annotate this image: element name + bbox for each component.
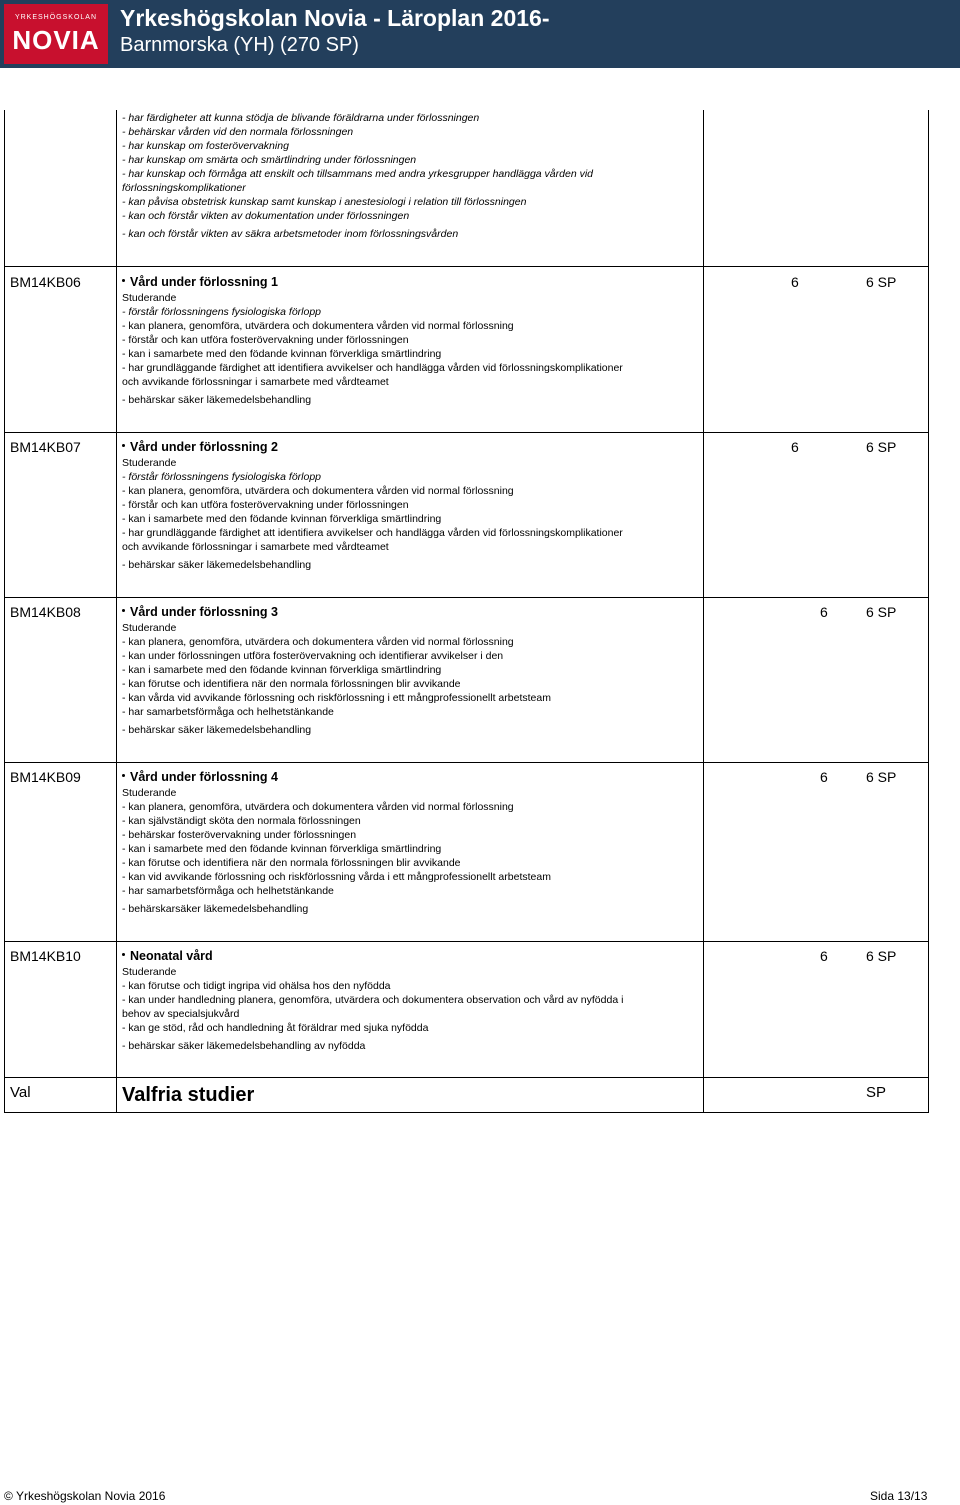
outcome-line: Studerande — [122, 457, 177, 469]
course-title-text: Vård under förlossning 3 — [130, 605, 278, 619]
document-title: Yrkeshögskolan Novia - Läroplan 2016- — [120, 5, 550, 31]
logo-small-text: YRKESHÖGSKOLAN — [14, 14, 98, 21]
course-code: BM14KB10 — [10, 948, 81, 964]
document-subtitle: Barnmorska (YH) (270 SP) — [120, 34, 359, 56]
logo-big-text: NOVIA — [12, 25, 100, 55]
table-row-divider — [4, 597, 928, 598]
outcome-line: - kan förutse och identifiera när den normala förlossningen blir avvikande — [122, 857, 461, 869]
outcome-line: och avvikande förlossningar i samarbete med vårdteamet — [122, 541, 389, 553]
course-code: BM14KB08 — [10, 604, 81, 620]
outcome-line: - kan under handledning planera, genomföra, utvärdera och dokumentera observation och vård av nyfödda i — [122, 994, 624, 1006]
course-outcomes-continued — [122, 111, 682, 241]
bullet-icon — [122, 279, 125, 282]
outcome-line: och avvikande förlossningar i samarbete med vårdteamet — [122, 376, 389, 388]
course-title-text: Vård under förlossning 1 — [130, 275, 278, 289]
table-row-divider — [4, 432, 928, 433]
bullet-icon — [122, 953, 125, 956]
outcome-line: - har grundläggande färdighet att identifiera avvikelser och handlägga vården vid förlossningskomplikationer — [122, 527, 623, 539]
table-row-divider — [4, 266, 928, 267]
course-code: BM14KB06 — [10, 274, 81, 290]
page-header — [0, 0, 960, 68]
table-row-divider — [4, 762, 928, 763]
outcome-line: - kan planera, genomföra, utvärdera och dokumentera vården vid normal förlossning — [122, 485, 514, 497]
outcome-line: - kan och förstår vikten av säkra arbetsmetoder inom förlossningsvården — [122, 228, 459, 240]
course-code: BM14KB07 — [10, 439, 81, 455]
course-title-text: Vård under förlossning 2 — [130, 440, 278, 454]
course-title-text: Neonatal vård — [130, 949, 213, 963]
course-sp: 6 SP — [866, 948, 897, 964]
outcome-line: - har kunskap om smärta och smärtlindring under förlossningen — [122, 154, 417, 166]
outcome-line: - har samarbetsförmåga och helhetstänkande — [122, 885, 334, 897]
outcome-line: - har kunskap om fosterövervakning — [122, 140, 289, 152]
course-title — [122, 440, 278, 454]
outcome-line: - kan i samarbete med den födande kvinnan förverkliga smärtlindring — [122, 843, 442, 855]
val-sp: SP — [866, 1084, 887, 1101]
course-sp: 6 SP — [866, 274, 897, 290]
course-credits: 6 — [820, 604, 828, 620]
outcome-line: - kan och förstår vikten av dokumentation under förlossningen — [122, 210, 410, 222]
novia-logo — [4, 4, 108, 64]
course-title — [122, 275, 278, 289]
outcome-line: - kan planera, genomföra, utvärdera och dokumentera vården vid normal förlossning — [122, 320, 514, 332]
course-title — [122, 770, 278, 784]
outcome-line: - förstår och kan utföra fosterövervakning under förlossningen — [122, 499, 409, 511]
outcome-line: - kan självständigt sköta den normala förlossningen — [122, 815, 361, 827]
outcome-line: - behärskar vården vid den normala förlossningen — [122, 126, 354, 138]
course-credits: 6 — [791, 274, 799, 290]
outcome-line: - kan vårda vid avvikande förlossning och riskförlossning i ett mångprofessionellt arbetsteam — [122, 692, 551, 704]
outcome-line: - förstår förlossningens fysiologiska förlopp — [122, 471, 322, 483]
bullet-icon — [122, 774, 125, 777]
outcome-line: förlossningskomplikationer — [122, 182, 246, 194]
course-sp: 6 SP — [866, 769, 897, 785]
outcome-line: Studerande — [122, 622, 177, 634]
table-column-divider — [116, 110, 117, 1113]
outcome-line: - kan i samarbete med den födande kvinnan förverkliga smärtlindring — [122, 348, 442, 360]
outcome-line: - behärskar säker läkemedelsbehandling — [122, 394, 312, 406]
outcome-line: - har kunskap och förmåga att enskilt och tillsammans med andra yrkesgrupper handlägga vården vid — [122, 168, 593, 180]
outcome-line: - kan i samarbete med den födande kvinnan förverkliga smärtlindring — [122, 513, 442, 525]
course-outcomes — [122, 291, 682, 407]
course-credits: 6 — [820, 948, 828, 964]
outcome-line: - förstår och kan utföra fosterövervakning under förlossningen — [122, 334, 409, 346]
table-border-bottom — [4, 1112, 928, 1113]
course-credits: 6 — [791, 439, 799, 455]
footer-copyright: © Yrkeshögskolan Novia 2016 — [4, 1489, 166, 1503]
table-border-right — [928, 110, 929, 1113]
outcome-line: - behärskarsäker läkemedelsbehandling — [122, 903, 309, 915]
outcome-line: - förstår förlossningens fysiologiska förlopp — [122, 306, 322, 318]
course-credits: 6 — [820, 769, 828, 785]
outcome-line: - har samarbetsförmåga och helhetstänkande — [122, 706, 334, 718]
outcome-line: - kan förutse och tidigt ingripa vid ohälsa hos den nyfödda — [122, 980, 391, 992]
outcome-line: - behärskar säker läkemedelsbehandling — [122, 559, 312, 571]
outcome-line: - kan ge stöd, råd och handledning åt föräldrar med sjuka nyfödda — [122, 1022, 429, 1034]
outcome-line: - behärskar säker läkemedelsbehandling av nyfödda — [122, 1040, 366, 1052]
outcome-line: - har färdigheter att kunna stödja de blivande föräldrarna under förlossningen — [122, 112, 480, 124]
course-sp: 6 SP — [866, 439, 897, 455]
outcome-line: - kan planera, genomföra, utvärdera och dokumentera vården vid normal förlossning — [122, 801, 514, 813]
outcome-line: - kan under förlossningen utföra fosterövervakning och identifierar avvikelser i den — [122, 650, 504, 662]
outcome-line: Studerande — [122, 787, 177, 799]
course-title-text: Vård under förlossning 4 — [130, 770, 278, 784]
outcome-line: Studerande — [122, 292, 177, 304]
outcome-line: - behärskar fosterövervakning under förlossningen — [122, 829, 357, 841]
outcome-line: - kan i samarbete med den födande kvinnan förverkliga smärtlindring — [122, 664, 442, 676]
table-border-left — [4, 110, 5, 1113]
course-sp: 6 SP — [866, 604, 897, 620]
bullet-icon — [122, 444, 125, 447]
outcome-line: - kan påvisa obstetrisk kunskap samt kunskap i anestesiologi i relation till förlossningen — [122, 196, 527, 208]
course-code: BM14KB09 — [10, 769, 81, 785]
outcome-line: - har grundläggande färdighet att identifiera avvikelser och handlägga vården vid förlossningskomplikationer — [122, 362, 623, 374]
course-outcomes — [122, 965, 682, 1053]
course-title — [122, 949, 213, 963]
footer-page-number: Sida 13/13 — [870, 1489, 928, 1503]
outcome-line: - kan vid avvikande förlossning och riskförlossning vårda i ett mångprofessionellt arbetsteam — [122, 871, 551, 883]
val-title: Valfria studier — [122, 1084, 255, 1106]
outcome-line: - kan planera, genomföra, utvärdera och dokumentera vården vid normal förlossning — [122, 636, 514, 648]
table-row-divider — [4, 1077, 928, 1078]
bullet-icon — [122, 609, 125, 612]
course-outcomes — [122, 786, 682, 916]
table-column-divider — [703, 110, 704, 1113]
val-code: Val — [10, 1084, 31, 1101]
outcome-line: - behärskar säker läkemedelsbehandling — [122, 724, 312, 736]
table-row-divider — [4, 941, 928, 942]
outcome-line: Studerande — [122, 966, 177, 978]
course-outcomes — [122, 621, 682, 737]
course-title — [122, 605, 278, 619]
outcome-line: - kan förutse och identifiera när den normala förlossningen blir avvikande — [122, 678, 461, 690]
course-outcomes — [122, 456, 682, 572]
outcome-line: behov av specialsjukvård — [122, 1008, 240, 1020]
